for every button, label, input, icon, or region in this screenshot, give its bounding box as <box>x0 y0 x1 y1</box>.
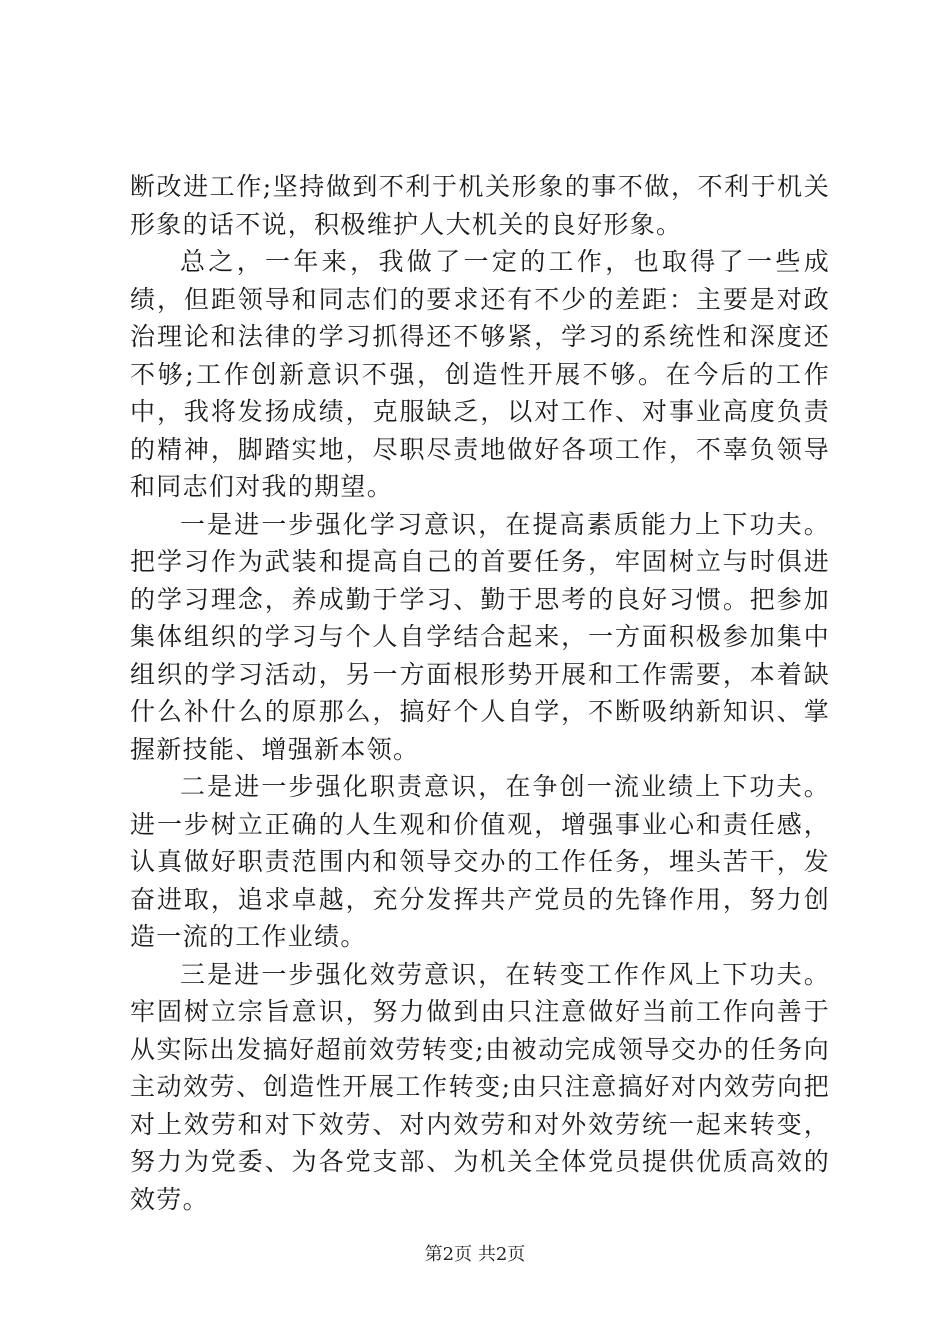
paragraph-point-two: 二是进一步强化职责意识，在争创一流业绩上下功夫。进一步树立正确的人生观和价值观，增强事业心和责任感，认真做好职责范围内和领导交办的工作任务，埋头苦干，发奋进取，追求卓越，充分发挥共产党员的先锋作用，努力创造一流的工作业绩。 <box>130 772 830 951</box>
document-body <box>130 168 830 1218</box>
paragraph-point-three: 三是进一步强化效劳意识，在转变工作作风上下功夫。牢固树立宗旨意识，努力做到由只注意做好当前工作向善于从实际出发搞好超前效劳转变;由被动完成领导交办的任务向主动效劳、创造性开展工作转变;由只注意搞好对内效劳向把对上效劳和对下效劳、对内效劳和对外效劳统一起来转变，努力为党委、为各党支部、为机关全体党员提供优质高效的效劳。 <box>130 959 830 1214</box>
paragraph-summary: 总之，一年来，我做了一定的工作，也取得了一些成绩，但距领导和同志们的要求还有不少的差距：主要是对政治理论和法律的学习抓得还不够紧，学习的系统性和深度还不够;工作创新意识不强，创造性开展不够。在今后的工作中，我将发扬成绩，克服缺乏，以对工作、对事业高度负责的精神，脚踏实地，尽职尽责地做好各项工作，不辜负领导和同志们对我的期望。 <box>130 247 830 501</box>
paragraph-point-one: 一是进一步强化学习意识，在提高素质能力上下功夫。把学习作为武装和提高自己的首要任务，牢固树立与时俱进的学习理念，养成勤于学习、勤于思考的良好习惯。把参加集体组织的学习与个人自学结合起来，一方面积极参加集中组织的学习活动，另一方面根形势开展和工作需要，本着缺什么补什么的原那么，搞好个人自学，不断吸纳新知识、掌握新技能、增强新本领。 <box>130 509 830 764</box>
paragraph-continuation: 断改进工作;坚持做到不利于机关形象的事不做，不利于机关形象的话不说，积极维护人大机关的良好形象。 <box>130 172 830 239</box>
page-footer: 第2页 共2页 <box>424 1244 526 1265</box>
